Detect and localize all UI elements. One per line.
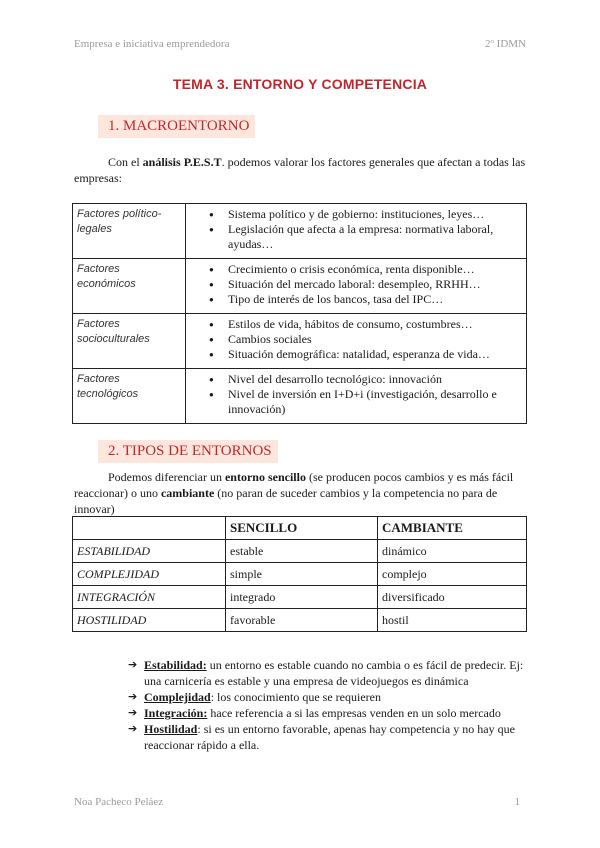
right-arrow-icon: ➔ (128, 690, 138, 703)
pest-label: Factores tecnológicos (73, 369, 186, 424)
right-arrow-icon: ➔ (128, 722, 138, 735)
list-item: ● Estilos de vida, hábitos de consumo, costumbres… (228, 317, 522, 332)
table-row (73, 259, 527, 314)
table-header-row (73, 517, 527, 540)
header-cell-sencillo: SENCILLO (226, 517, 378, 540)
row-label: INTEGRACIÓN (73, 586, 226, 609)
row-label: HOSTILIDAD (73, 609, 226, 632)
definition-term: Hostilidad (144, 722, 198, 736)
pest-items-cell (186, 204, 527, 259)
header-subject: Empresa e iniciativa emprendedora (74, 38, 230, 50)
definition-text: un entorno es estable cuando no cambia o es fácil de predecir. Ej: una carnicería es estable y una empresa de videojuegos es dinámica (144, 658, 524, 688)
row-label: COMPLEJIDAD (73, 563, 226, 586)
table-row (73, 369, 527, 424)
list-item: ● Situación demográfica: natalidad, esperanza de vida… (228, 347, 522, 362)
pest-items-cell (186, 259, 527, 314)
table-cell: complejo (378, 563, 527, 586)
intro-text: (no paran de suceder cambios y la competencia no para de innovar) (74, 486, 498, 516)
list-item: ● Situación del mercado laboral: desempleo, RRHH… (228, 277, 522, 292)
pest-label: Factores económicos (73, 259, 186, 314)
list-item (128, 657, 533, 689)
list-item: ● Legislación que afecta a la empresa: normativa laboral, ayudas… (228, 222, 522, 252)
header-cell-cambiante: CAMBIANTE (378, 517, 527, 540)
intro-text: . podemos valorar los factores generales que afectan a todas las empresas: (74, 155, 526, 185)
table-cell: favorable (226, 609, 378, 632)
definition-text: : si es un entorno favorable, apenas hay competencia y no hay que reaccionar rápido a ella. (144, 722, 515, 752)
header-course: 2º IDMN (485, 38, 526, 50)
intro-bold-term: entorno sencillo (224, 470, 306, 484)
intro-paragraph-pest (74, 154, 526, 186)
header-cell (73, 517, 226, 540)
section-heading-macroentorno: 1. MACROENTORNO (98, 115, 255, 138)
page-footer (74, 796, 520, 808)
definition-term: Estabilidad: (144, 658, 207, 672)
pest-label: Factores político-legales (73, 204, 186, 259)
section-heading-tipos-entornos: 2. TIPOS DE ENTORNOS (98, 440, 278, 463)
list-item (128, 721, 533, 753)
right-arrow-icon: ➔ (128, 658, 138, 671)
table-row (73, 563, 527, 586)
table-cell: integrado (226, 586, 378, 609)
list-item (128, 705, 533, 721)
definition-term: Integración: (144, 706, 208, 720)
page-header (74, 38, 526, 50)
table-row (73, 609, 527, 632)
table-row (73, 314, 527, 369)
page-number: 1 (514, 796, 520, 808)
table-cell: estable (226, 540, 378, 563)
intro-text: Podemos diferenciar un (108, 470, 225, 484)
list-item: ● Nivel de inversión en I+D+i (investigación, desarrollo e innovación) (228, 387, 522, 417)
list-item (128, 689, 533, 705)
table-cell: simple (226, 563, 378, 586)
intro-bold-term: cambiante (160, 486, 215, 500)
environment-types-table (72, 516, 527, 632)
table-cell: dinámico (378, 540, 527, 563)
table-cell: hostil (378, 609, 527, 632)
list-item: ● Crecimiento o crisis económica, renta disponible… (228, 262, 522, 277)
right-arrow-icon: ➔ (128, 706, 138, 719)
definition-text: : los conocimiento que se requieren (210, 690, 381, 704)
definition-text: hace referencia a si las empresas venden en un solo mercado (207, 706, 501, 720)
intro-bold-term: análisis P.E.S.T (142, 155, 222, 169)
table-cell: diversificado (378, 586, 527, 609)
pest-items-cell (186, 369, 527, 424)
list-item: ● Tipo de interés de los bancos, tasa del IPC… (228, 292, 522, 307)
definitions-list (128, 657, 533, 753)
table-row (73, 586, 527, 609)
intro-paragraph-tipos (74, 469, 526, 517)
list-item: ● Sistema político y de gobierno: instituciones, leyes… (228, 207, 522, 222)
row-label: ESTABILIDAD (73, 540, 226, 563)
intro-text: Con el (108, 155, 143, 169)
table-row (73, 204, 527, 259)
list-item: ● Cambios sociales (228, 332, 522, 347)
pest-items-cell (186, 314, 527, 369)
definition-term: Complejidad (144, 690, 211, 704)
list-item: ● Nivel del desarrollo tecnológico: innovación (228, 372, 522, 387)
footer-author: Noa Pacheco Peláez (74, 796, 164, 808)
page-title: TEMA 3. ENTORNO Y COMPETENCIA (172, 76, 428, 92)
table-row (73, 540, 527, 563)
intro-text: (se producen pocos cambios y es más fácil reaccionar) o uno (74, 470, 514, 500)
pest-label: Factores socioculturales (73, 314, 186, 369)
pest-table (72, 203, 527, 424)
